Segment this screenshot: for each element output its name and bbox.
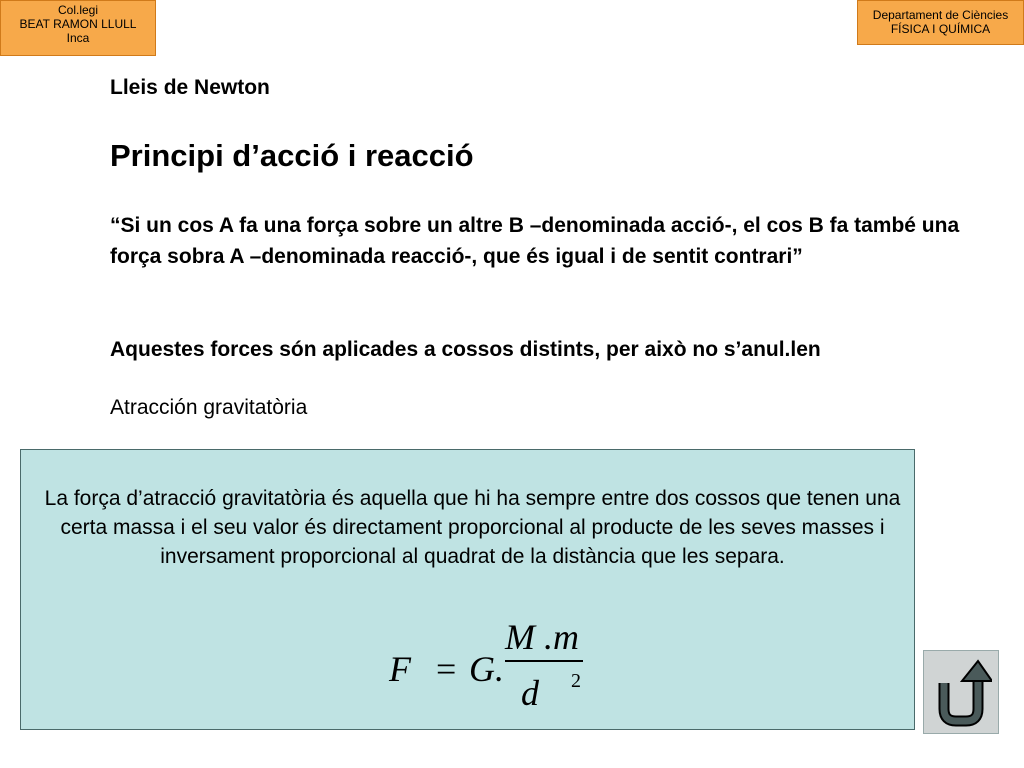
department-line-1: Departament de Ciències bbox=[872, 8, 1009, 22]
fraction-bar bbox=[505, 660, 583, 662]
department-line-2: FÍSICA I QUÍMICA bbox=[890, 22, 991, 36]
newton-quote: “Si un cos A fa una força sobre un altre B –denominada acció-, el cos B fa també una força sobra A –denominada reacció-, que és igual i de sentit contrari” bbox=[110, 214, 960, 268]
formula-force: F bbox=[389, 649, 411, 689]
gravity-heading: Atracción gravitatòria bbox=[110, 396, 308, 419]
school-line-2: BEAT RAMON LLULL bbox=[19, 17, 137, 31]
gravity-definition-text: La força d’atracció gravitatòria és aquella que hi ha sempre entre dos cossos que tenen una certa massa i el seu valor és directament proporcional al producte de les seves masses i inversament proporcional al quadrat de la distància que les separa. bbox=[44, 487, 901, 568]
formula-equals: = bbox=[436, 649, 457, 689]
formula-numerator: M .m bbox=[505, 617, 579, 657]
school-line-1: Col.legi bbox=[57, 3, 99, 17]
slide-title: Principi d’acció i reacció bbox=[110, 138, 474, 173]
return-button[interactable] bbox=[923, 650, 999, 734]
slide-subtitle: Lleis de Newton bbox=[110, 76, 270, 99]
gravity-formula bbox=[389, 617, 629, 720]
formula-constant: G. bbox=[469, 649, 504, 689]
return-arrow-icon bbox=[930, 657, 992, 727]
forces-note: Aquestes forces són aplicades a cossos distints, per això no s’anul.len bbox=[110, 338, 821, 361]
school-line-3: Inca bbox=[66, 31, 90, 45]
department-badge bbox=[857, 0, 1024, 45]
gravity-definition-box bbox=[20, 449, 915, 730]
school-badge bbox=[0, 0, 156, 56]
formula-denominator: d bbox=[521, 673, 539, 713]
formula-exponent: 2 bbox=[571, 670, 581, 692]
